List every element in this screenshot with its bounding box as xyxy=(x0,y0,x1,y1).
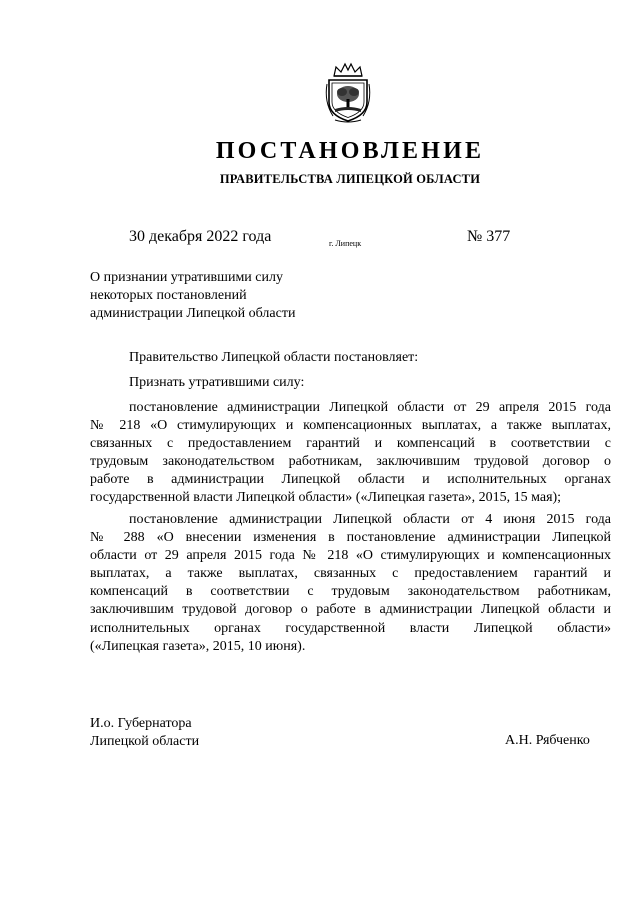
document-subtitle: ПРАВИТЕЛЬСТВА ЛИПЕЦКОЙ ОБЛАСТИ xyxy=(219,172,481,186)
paragraph-line: («Липецкая газета», 2015, 10 июня). xyxy=(90,638,306,654)
lead-paragraph: Признать утратившими силу: xyxy=(129,375,305,390)
signatory-position xyxy=(90,715,199,751)
paragraph-line: компенсаций в соответствии с трудовым законодательством работникам, xyxy=(90,584,611,600)
paragraph-line: № 288 «О внесении изменения в постановление администрации Липецкой xyxy=(90,530,611,546)
coat-of-arms-emblem xyxy=(323,62,373,124)
paragraph-line: заключившим трудовой договор о работе в администрации Липецкой области и xyxy=(90,602,611,618)
document-number: № 377 xyxy=(467,228,511,245)
document-title: ПОСТАНОВЛЕНИЕ xyxy=(215,138,485,164)
paragraph-line: области от 29 апреля 2015 года № 218 «О стимулирующих и компенсационных xyxy=(90,548,611,564)
document-date: 30 декабря 2022 года xyxy=(129,228,272,245)
paragraph-line: постановление администрации Липецкой области от 29 апреля 2015 года xyxy=(129,400,611,415)
paragraph-line: работе в администрации Липецкой области и исполнительных органах xyxy=(90,472,611,488)
intro-paragraph: Правительство Липецкой области постановляет: xyxy=(129,350,419,365)
position-line: И.о. Губернатора xyxy=(90,716,192,731)
subject-line: некоторых постановлений xyxy=(90,288,247,303)
paragraph-line: № 218 «О стимулирующих и компенсационных выплатах, а также выплатах, xyxy=(90,418,611,434)
signatory-name: А.Н. Рябченко xyxy=(505,733,590,748)
subject-line: администрации Липецкой области xyxy=(90,306,296,321)
paragraph-line: постановление администрации Липецкой области от 4 июня 2015 года xyxy=(129,512,611,527)
position-line: Липецкой области xyxy=(90,734,200,749)
paragraph-line: государственной власти Липецкой области» («Липецкая газета», 2015, 15 мая); xyxy=(90,490,562,506)
paragraph-line: трудовым законодательством работникам, заключившим трудовой договор о xyxy=(90,454,611,470)
document-city: г. Липецк xyxy=(329,239,362,248)
item-paragraph-1 xyxy=(90,399,611,508)
paragraph-line: выплатах, а также выплатах, связанных с предоставлением гарантий и xyxy=(90,566,611,582)
subject-line: О признании утратившими силу xyxy=(90,270,283,285)
paragraph-line: исполнительных органах государственной власти Липецкой области» xyxy=(90,620,611,636)
document-subject xyxy=(90,269,350,323)
paragraph-line: связанных с предоставлением гарантий и компенсаций в соответствии с xyxy=(90,436,611,452)
item-paragraph-2 xyxy=(90,511,611,656)
